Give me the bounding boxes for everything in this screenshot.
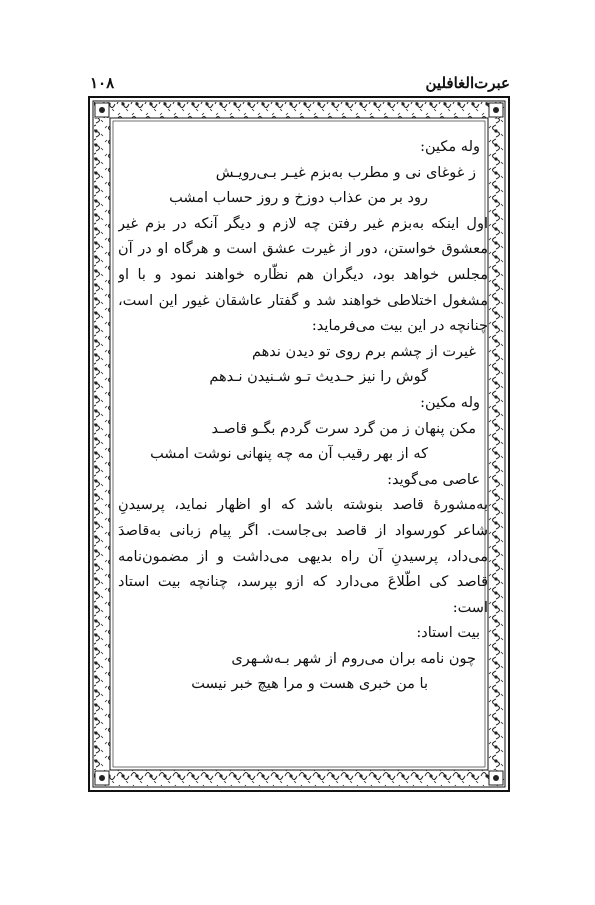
poem-label: وله مکین: [420,394,480,411]
prose-line: می‌داد، پرسیدنِ آن راه بدیهی می‌داشت و از مضمون‌نامه [118,548,488,565]
poem-label: بیت استاد: [416,625,480,642]
verse-line: چون نامه بران می‌روم از شهر بـه‌شـهری [231,650,476,667]
prose-line: است: [452,599,488,616]
book-title: عبرت‌الغافلین [425,74,510,92]
verse-line: ز غوغای نی و مطرب به‌بزم غیـر بـی‌رویـش [215,164,476,181]
prose-line: اول اینکه به‌بزم غیر رفتن چه لازم و دیگر آنکه در بزم غیر [118,215,488,232]
poem-label: وله مکین: [420,139,480,155]
poem-label: عاصی می‌گوید: [387,471,480,488]
prose-line: چنانچه در این بیت می‌فرماید: [311,318,488,335]
prose-line: شاعر کورسواد از قاصد بی‌جاست. اگر پیام زبانی به‌قاصدَ [118,522,488,539]
prose-line: مشغول اختلاطی خواهند شد و گفتار عاشقان غیور این است، [118,292,488,309]
verse-line: گوش را نیز حـدیث تـو شـنیدن نـدهم [209,369,428,386]
verse-line: که از بهر رقیب آن مه چه پنهانی نوشت امشب [150,446,428,463]
verse-line: رود بر من عذاب دوزخ و روز حساب امشب [169,190,428,207]
verse-line: غیرت از چشم برم روی تو دیدن ندهم [251,343,476,360]
page-text [118,135,488,775]
verse-line: مکن پنهان ز من گرد سرت گردم بگـو قاصـد [211,420,476,437]
prose-line: مجلس خواهد بود، دیگران هم نظّاره خواهند نمود و با او [118,266,488,283]
prose-line: قاصد کی اطّلاعَ می‌دارد که ازو بپرسد، چنانچه بیت استاد [118,574,488,591]
page-number: ۱۰۸ [90,74,115,92]
prose-line: به‌مشورهٔ قاصد بنوشته باشد که او اظهار نماید، پرسیدنِ [118,497,488,514]
prose-line: معشوق خواستن، دور از غیرت عشق است و هرگاه او در آن [118,241,488,258]
verse-line: با من خبری هست و مرا هیچ خبر نیست [191,676,428,693]
page-header [90,74,510,98]
